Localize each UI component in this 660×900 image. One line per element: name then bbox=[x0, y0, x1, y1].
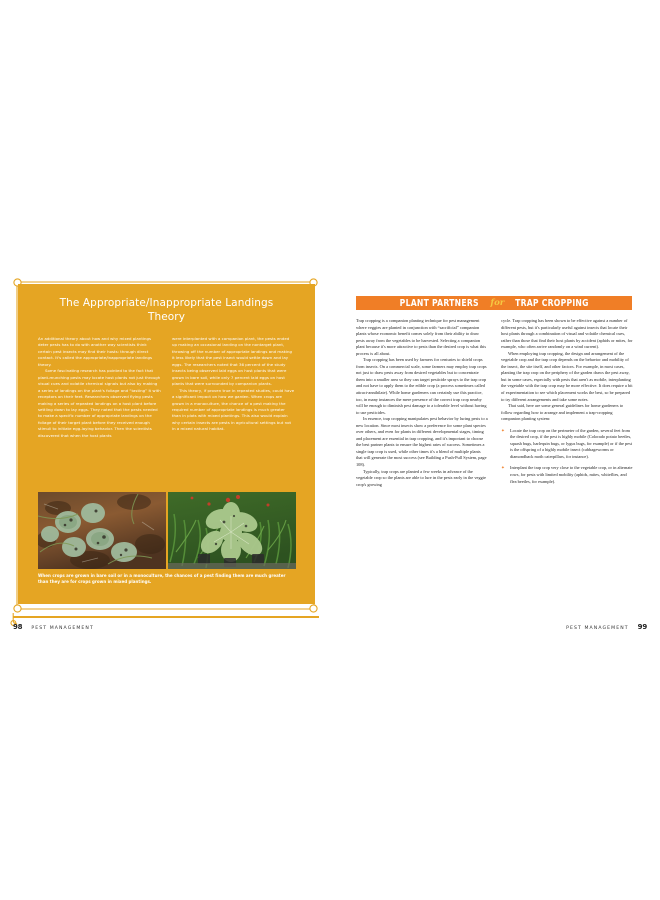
guidelines-list bbox=[501, 428, 633, 485]
photo-caption: When crops are grown in bare soil or in a monoculture, the chances of a pest finding them are much greater than they are for crops grown in mixed plantings. bbox=[38, 573, 286, 585]
body-paragraph: When employing trap cropping, the design and arrangement of the vegetable crop and the trap crop depends on the behavior and mobility of the insect, the site itself, and other factors. For example, in most cases, planting the trap crop on the periphery of the garden draws the pest away, but in some cases, especially with pests that aren't as mobile, interplanting the vegetable with the trap crop may be more effective. It does require a bit of experimentation to see which placement works the best, so be prepared to try different arrangements and take some notes. bbox=[501, 350, 633, 402]
body-paragraph: In essence, trap cropping manipulates pest behavior by luring pests to a new location. Since most insects show a preference for some plant species over others, and even for plants in different developmental stages, timing and placement are essential in trap cropping, and it's important to choose the best partner plants to ensure the highest rates of success. Sometimes a single trap crop is used, while other times it's a blend of multiple plants that will generate the most success (see Building a Push-Pull System, page 108). bbox=[356, 416, 488, 468]
photo-mixed-planting-seedling bbox=[168, 492, 296, 569]
footer-left bbox=[13, 623, 94, 631]
banner-connector: for bbox=[490, 298, 505, 308]
list-item: ✦ Interplant the trap crop very close to the vegetable crop, or in alternate rows, for pests with limited mobility (aphids, mites, whiteflies, and flea beetles, for example). bbox=[501, 465, 633, 485]
sidebar-paragraph: Some fascinating research has pointed to the fact that plant-munching pests may locate host plants not just through visual cues and volatile chemical signals but also by making a series of landings on the plant's foliage and “tasting” it with receptors on their feet. Researchers observed flying pests making a series of repeated landings on a host plant before settling down to lay eggs. They noted that the pests needed to make a specific number of appropriate landings on the foliage of their target plant before they received enough stimuli to initiate egg-laying behavior. Then the scientists discovered that when the host plants bbox=[38, 368, 161, 438]
sidebar-paragraph: This theory, if proven true in repeated studies, could have a significant impact on how we garden. When crops are grown in a monoculture, the chance of a pest making the required number of appropriate landings is much greater than in plots with mixed plantings. This also would explain why certain insects are pests in agricultural settings but not in a mixed natural habitat. bbox=[172, 387, 295, 432]
sidebar-title: The Appropriate/Inappropriate Landings Theory bbox=[59, 297, 274, 323]
sidebar-columns bbox=[38, 336, 296, 439]
right-page bbox=[330, 268, 660, 638]
body-paragraph: Trap cropping is a companion planting technique for pest management where veggies are planted in conjunction with “sacrificial” companion plants whose economic benefit comes solely from their ability to draw pests away from the vegetables to be harvested. Selecting a companion plant because it's more attractive to pests than the desired crop is what this process is all about. bbox=[356, 318, 487, 356]
body-column-2 bbox=[501, 318, 633, 490]
book-spread bbox=[0, 268, 660, 638]
page-number: 98 bbox=[13, 623, 23, 631]
footer-rule-left bbox=[13, 616, 319, 618]
body-paragraph: Trap cropping has been used by farmers for centuries to shield crops from insects. On a commercial scale, some farmers may employ trap crops not just to draw pests away from desired vegetables but to concentrate them into a smaller area so they can target pesticide sprays to the trap crop and not have to apply them to the edible crop (a process sometimes called attract-annihilate). While home gardeners can certainly use this practice, too, in many instances the mere presence of the correct trap crop nearby will be enough to diminish pest damage to a tolerable level without having to use pesticides. bbox=[356, 357, 487, 415]
photo-bare-soil-seedling bbox=[38, 492, 166, 569]
footer-right bbox=[566, 623, 647, 631]
body-columns bbox=[356, 318, 633, 490]
page-number: 99 bbox=[637, 623, 647, 631]
sidebar-panel bbox=[18, 284, 315, 604]
running-head: PEST MANAGEMENT bbox=[31, 626, 94, 631]
section-banner bbox=[356, 296, 632, 310]
running-head: PEST MANAGEMENT bbox=[566, 626, 629, 631]
sidebar-column-1 bbox=[38, 336, 161, 439]
sidebar-paragraph: were interplanted with a companion plant, the pests ended up making an occasional landing on the nontarget plant, throwing off the number of appropriate landings and making it less likely that the pest insect would settle down and lay eggs. The researchers noted that 36 percent of the study insects being observed laid eggs on host plants that were grown in bare soil, while only 7 percent laid eggs on host plants that were surrounded by companion plants. bbox=[172, 336, 293, 387]
list-item: ✦ Locate the trap crop on the perimeter of the garden, several feet from the desired crop, if the pest is highly mobile (Colorado potato beetles, squash bugs, harlequin bugs, or lygus bugs, for example) or if the pest is the offspring of a highly mobile insect (cabbageworms or diamondback moth caterpillars, for instance). bbox=[501, 428, 633, 461]
sidebar-column-2 bbox=[172, 336, 295, 439]
banner-word-secondary: TRAP CROPPING bbox=[515, 297, 590, 309]
sidebar-paragraph: An additional theory about how and why mixed plantings deter pests has to do with another way scientists think certain pest insects may find their hosts: through direct contact. It's called the appropriate/inappropriate landings theory. bbox=[38, 336, 153, 367]
body-paragraph: cycle. Trap cropping has been shown to be effective against a number of different pests, but it's particularly useful against insects that locate their host plants through a combination of visual and volatile chemical cues, rather than those that find their host plants by accident (aphids or mites, for example, who often arrive randomly on a wind current). bbox=[501, 318, 633, 350]
body-paragraph: Typically, trap crops are planted a few weeks in advance of the vegetable crop so the plants are able to lure in the pests early in the veggie crop's growing bbox=[356, 468, 486, 487]
banner-word-primary: PLANT PARTNERS bbox=[399, 297, 479, 309]
body-column-1 bbox=[356, 318, 488, 490]
left-page bbox=[0, 268, 330, 638]
sidebar-photo-pair bbox=[38, 492, 296, 569]
body-paragraph: That said, here are some general guidelines for home gardeners to follow regarding how to arrange and implement a trap-cropping companion planting system: bbox=[501, 403, 624, 422]
